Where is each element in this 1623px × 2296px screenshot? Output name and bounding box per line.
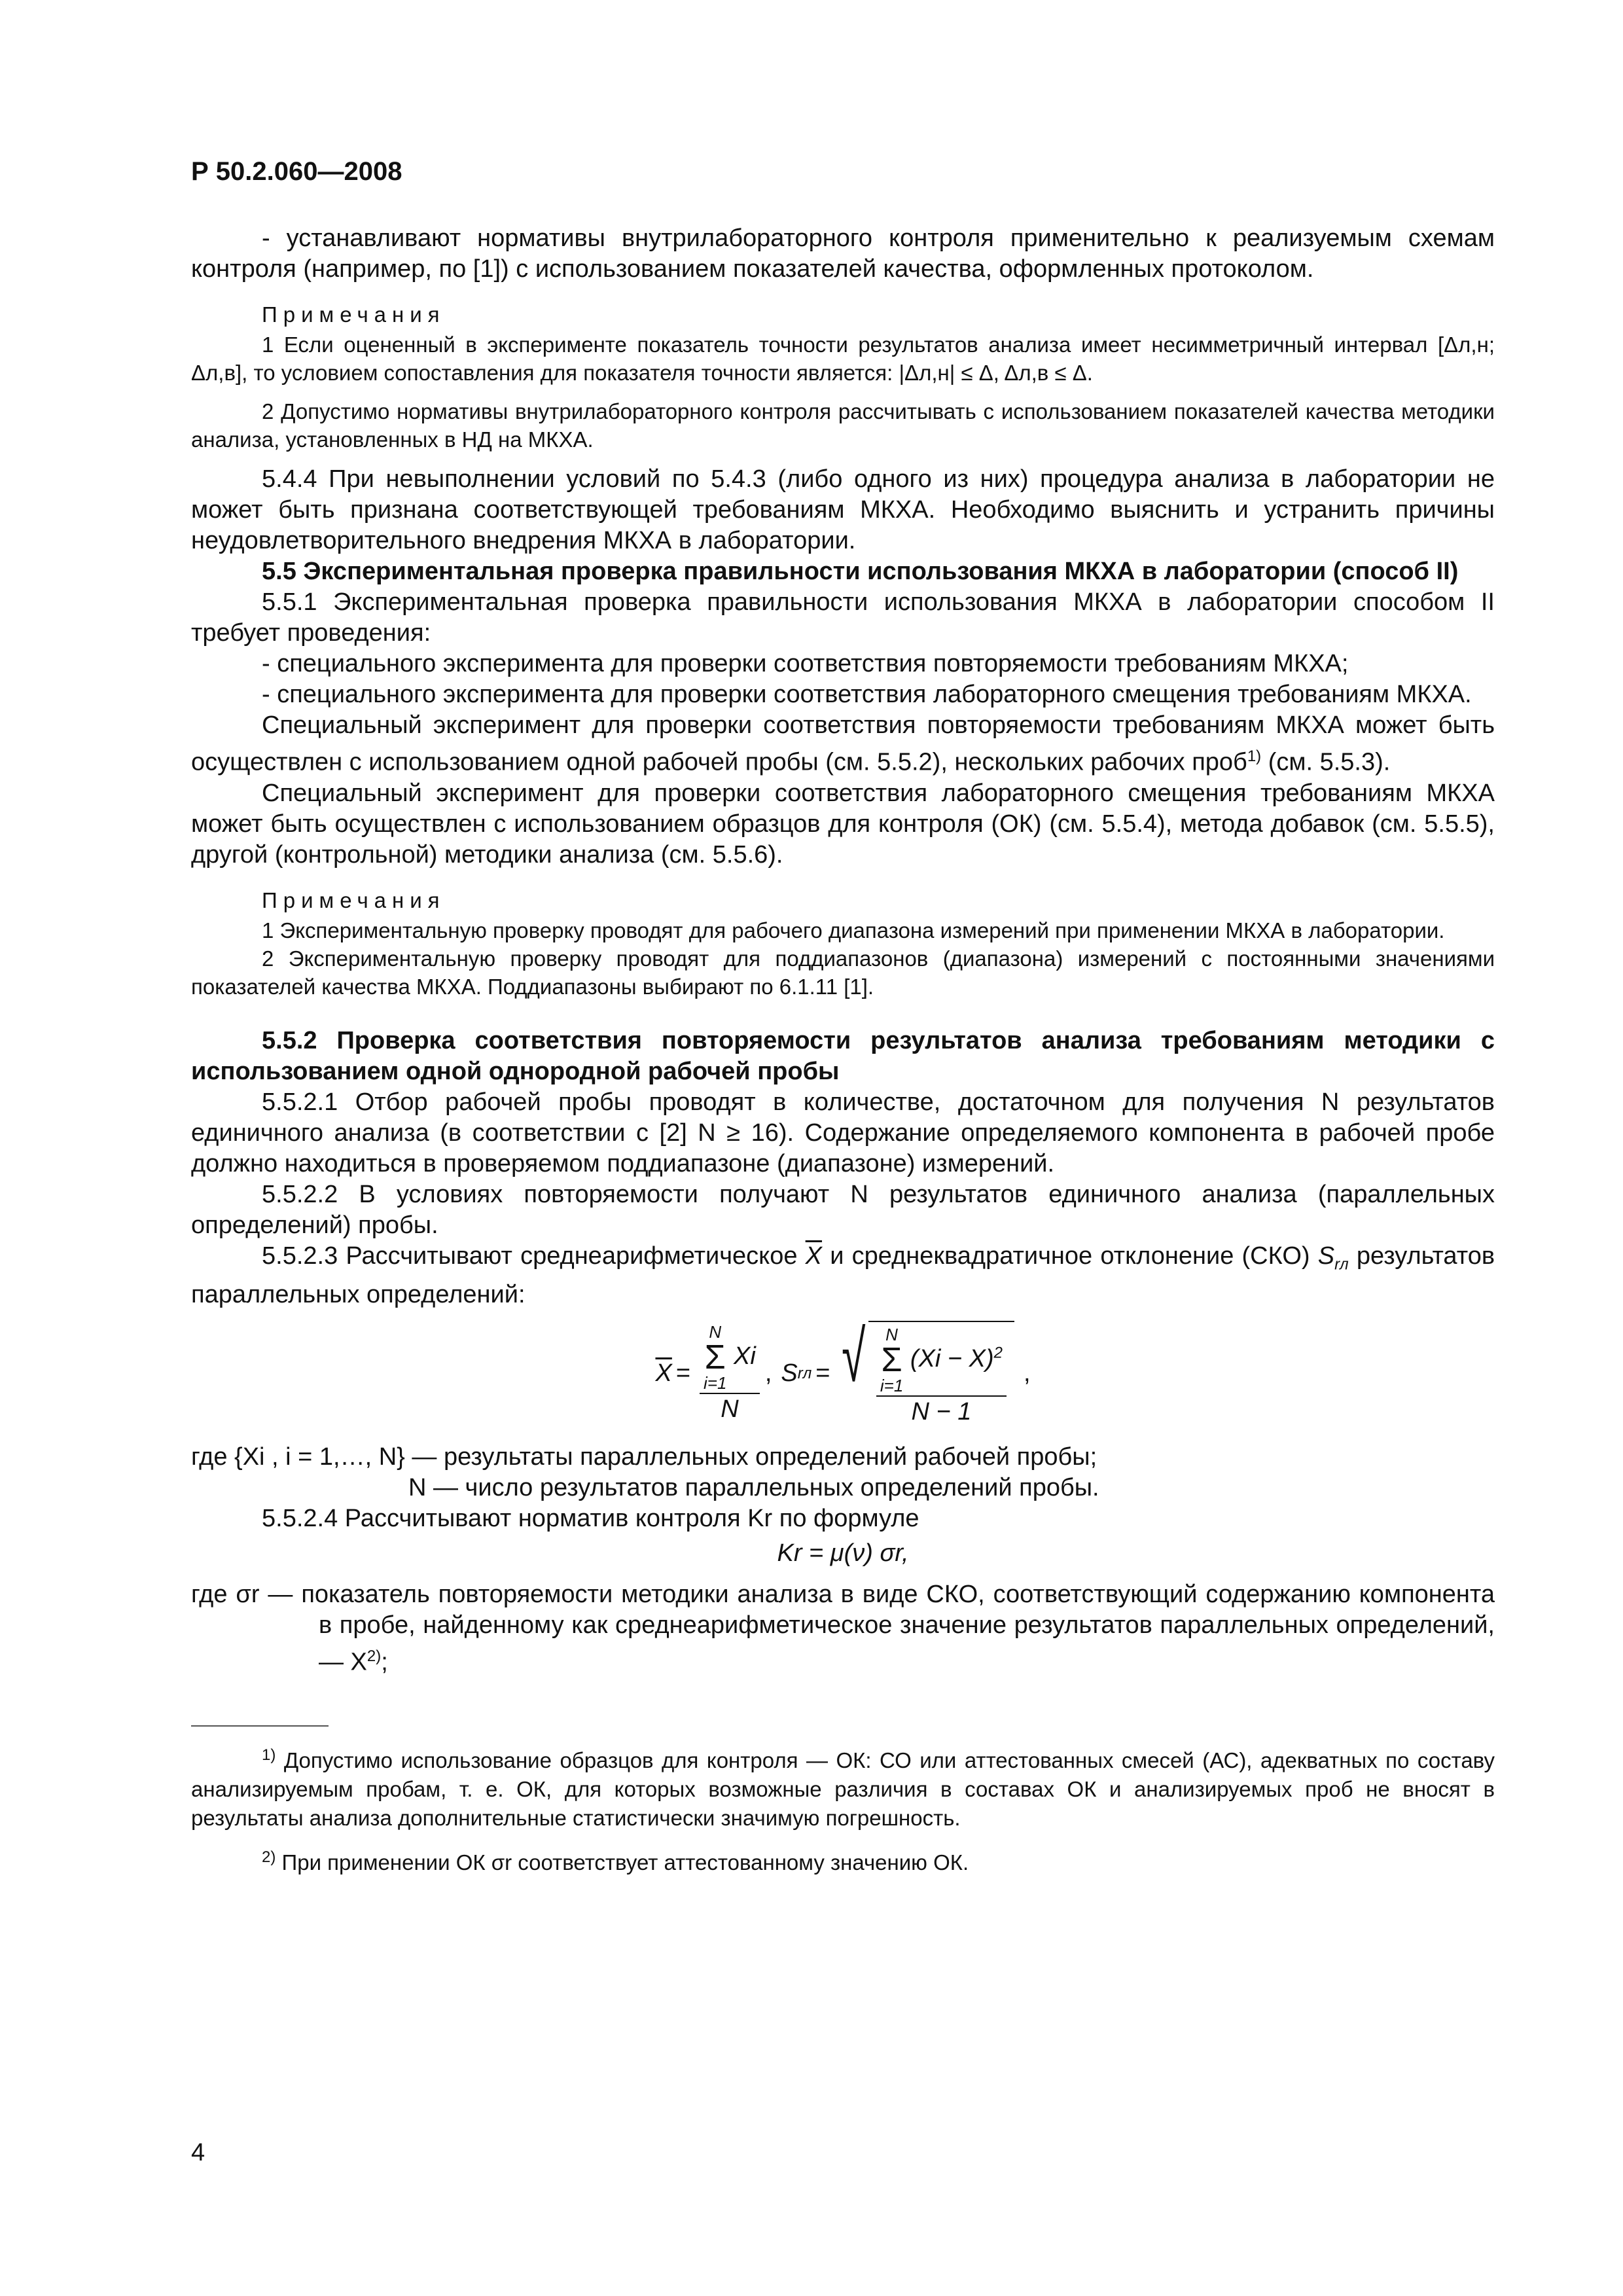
sum-upper-2: N (885, 1325, 898, 1345)
notes-heading-1: Примечания (262, 302, 446, 327)
formula-tail-comma: , (1023, 1359, 1031, 1388)
mean-xi: Xi (734, 1342, 756, 1371)
mean-fraction (700, 1323, 760, 1424)
s-symbol: S (1317, 1242, 1335, 1270)
footnote-ref-2: 2) (366, 1647, 382, 1666)
document-page (191, 157, 1495, 1877)
sum-symbol-2 (880, 1326, 903, 1394)
paragraph-5-5-2-3-part1: 5.5.2.3 Рассчитывают среднеарифметическое (262, 1242, 798, 1270)
footnote-separator (191, 1725, 329, 1727)
formula-mean-sko (191, 1316, 1495, 1426)
formula-s: S (781, 1359, 798, 1388)
page-number: 4 (191, 2139, 205, 2166)
x-mean-symbol: $\overline{X}$ (805, 1242, 823, 1270)
sigma-2: Σ (881, 1341, 902, 1380)
paragraph-5-5-2-3-part3: результатов параллельных определений: (191, 1242, 1495, 1309)
sum-symbol-1 (704, 1323, 726, 1391)
where-sigma-text: где σr — показатель повторяемости методики анализа в виде СКО, соответствующий содержанию компонента в пробе, найденному как среднеарифметическое значение результатов параллельных определений, — X (191, 1581, 1495, 1676)
footnote-2 (191, 1843, 1495, 1877)
footnote-2-text: При применении ОК σr соответствует аттестованному значению ОК. (276, 1850, 969, 1874)
radicand (868, 1321, 1014, 1426)
formula-xbar: $\overline{X}$ (655, 1359, 672, 1388)
note-2-2: 2 Экспериментальную проверку проводят для поддиапазонов (диапазона) измерений с постоянными значениями показателей качества МКХА. Поддиапазоны выбирают по 6.1.11 [1]. (191, 946, 1495, 999)
formula-s-sub: rл (797, 1364, 812, 1382)
formula-kr: Kr = μ(ν) σr, (777, 1539, 909, 1568)
footnote-1-text: Допустимо использование образцов для контроля — ОК: СО или аттестованных смесей (АС), адекватных по составу анализируемым пробам, т. е. ОК, для которых возможные различия в составах ОК и анализируемых проб не вносят в результаты анализа дополнительные статистически значимую погрешность. (191, 1748, 1495, 1830)
heading-5-5: 5.5 Экспериментальная проверка правильности использования МКХА в лаборатории (способ II) (262, 558, 1459, 585)
mean-denominator: N (721, 1395, 739, 1424)
bullet-bias: - специального эксперимента для проверки соответствия лабораторного смещения требованиям МКХА. (262, 681, 1472, 708)
radical-sign: √ (842, 1316, 866, 1397)
sigma-1: Σ (704, 1338, 726, 1377)
paragraph-5-5-2-4: 5.5.2.4 Рассчитывают норматив контроля Kr по формуле (262, 1505, 919, 1533)
heading-5-5-2: 5.5.2 Проверка соответствия повторяемости результатов анализа требованиям методики с использованием одной однородной рабочей пробы (191, 1026, 1495, 1085)
note-1-1: 1 Если оцененный в эксперименте показатель точности результатов анализа имеет несимметричный интервал [Δл,н; Δл,в], то условием сопоставления для показателя точности является: |Δл,н| ≤ Δ, Δл,в ≤ Δ. (191, 332, 1495, 385)
footnote-ref-1: 1) (1247, 747, 1262, 765)
where-xi: где {Xi , i = 1,…, N} — результаты параллельных определений рабочей пробы; (191, 1443, 1097, 1471)
footnote-1-mark: 1) (262, 1746, 276, 1764)
paragraph-repeatability (191, 710, 1495, 778)
intro-paragraph: - устанавливают нормативы внутрилабораторного контроля применительно к реализуемым схемам контроля (например, по [1]) с использованием показателей качества, оформленных протоколом. (191, 224, 1495, 283)
sko-numerator (876, 1326, 1007, 1397)
sko-deviation: (Xi − X) (910, 1345, 994, 1373)
footnote-1 (191, 1741, 1495, 1833)
paragraph-5-5-2-3 (191, 1241, 1495, 1311)
paragraph-5-5-2-1: 5.5.2.1 Отбор рабочей пробы проводят в количестве, достаточном для получения N результатов единичного анализа (в соответствии с [2] N ≥ 16). Содержание определяемого компонента в рабочей пробе должно находиться в проверяемом поддиапазоне (диапазоне) измерений. (191, 1088, 1495, 1177)
note-2-1: 1 Экспериментальную проверку проводят для рабочего диапазона измерений при применении МКХА в лаборатории. (262, 918, 1445, 942)
document-code: Р 50.2.060—2008 (191, 157, 402, 186)
sko-square: 2 (993, 1344, 1003, 1362)
sum-lower-2: i=1 (880, 1376, 904, 1396)
notes-heading-2: Примечания (262, 888, 446, 912)
bullet-repeatability: - специального эксперимента для проверки соответствия повторяемости требованиям МКХА; (262, 650, 1349, 677)
paragraph-5-4-4: 5.4.4 При невыполнении условий по 5.4.3 (либо одного из них) процедура анализа в лаборатории не может быть признана соответствующей требованиям МКХА. Необходимо выяснить и устранить причины неудовлетворительного внедрения МКХА в лаборатории. (191, 465, 1495, 554)
paragraph-5-5-2-2: 5.5.2.2 В условиях повторяемости получают N результатов единичного анализа (параллельных определений) пробы. (191, 1180, 1495, 1239)
sqrt-expression (834, 1316, 1014, 1426)
repeatability-text-end: (см. 5.5.3). (1261, 748, 1391, 776)
sum-upper-1: N (709, 1322, 722, 1342)
where-sigma (191, 1579, 1495, 1678)
paragraph-5-5-1: 5.5.1 Экспериментальная проверка правильности использования МКХА в лаборатории способом II требует проведения: (191, 588, 1495, 647)
footnote-2-mark: 2) (262, 1848, 276, 1866)
paragraph-5-5-2-3-part2: и среднеквадратичное отклонение (СКО) (830, 1242, 1310, 1270)
mean-numerator (700, 1323, 760, 1394)
where-sigma-end: ; (381, 1648, 388, 1676)
where-n: N — число результатов параллельных определений пробы. (408, 1474, 1099, 1502)
repeatability-text: Специальный эксперимент для проверки соответствия повторяемости требованиям МКХА может быть осуществлен с использованием одной рабочей пробы (см. 5.5.2), нескольких рабочих проб (191, 711, 1495, 776)
formula-comma: , (764, 1359, 772, 1388)
s-subscript: rл (1334, 1255, 1349, 1274)
sum-lower-1: i=1 (704, 1373, 727, 1393)
formula-equals-2: = (815, 1359, 830, 1388)
sko-fraction (876, 1326, 1007, 1426)
note-1-2: 2 Допустимо нормативы внутрилабораторного контроля рассчитывать с использованием показателей качества методики анализа, установленных в НД на МКХА. (191, 399, 1495, 452)
formula-equals: = (675, 1359, 691, 1388)
sko-denominator: N − 1 (911, 1398, 972, 1426)
paragraph-bias: Специальный эксперимент для проверки соответствия лабораторного смещения требованиям МКХА может быть осуществлен с использованием образцов для контроля (ОК) (см. 5.5.4), метода добавок (см. 5.5.5), другой (контрольной) методики анализа (см. 5.5.6). (191, 779, 1495, 869)
